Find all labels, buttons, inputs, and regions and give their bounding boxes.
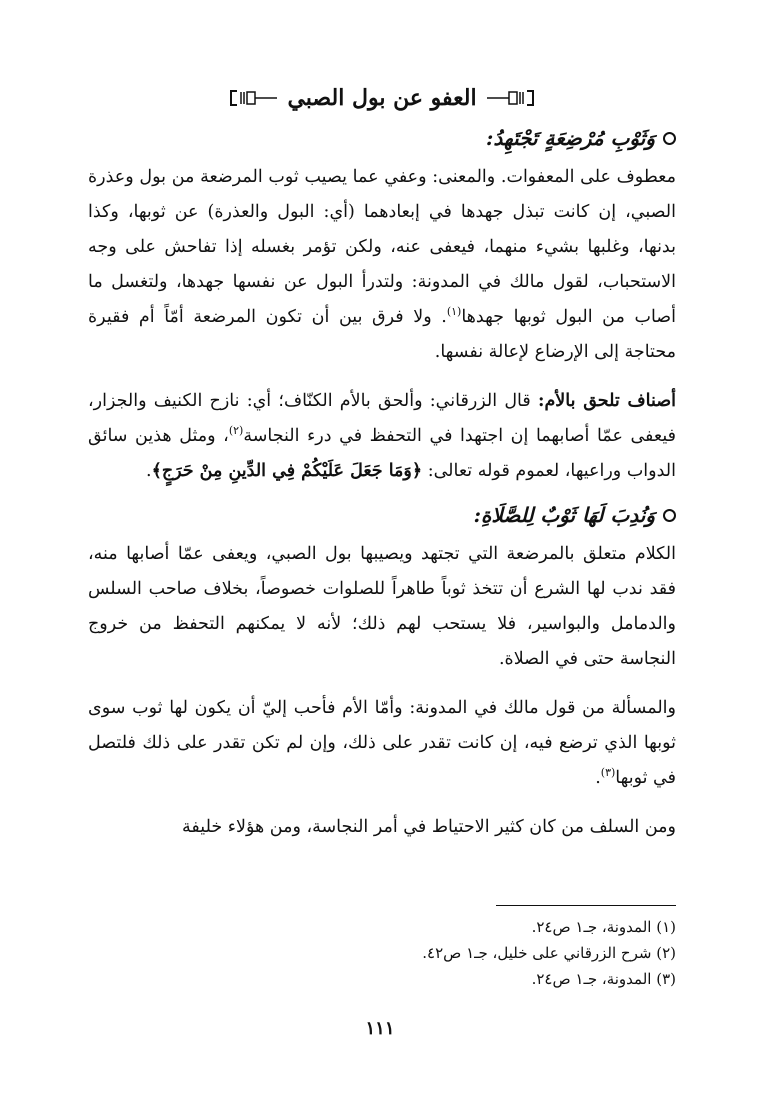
footnote-ref-2: (٢) [228, 424, 244, 438]
paragraph-1 [88, 160, 676, 370]
section-heading-2-text: وَنُدِبَ لَهَا ثَوْبٌ لِلصَّلَاةِ: [473, 503, 655, 527]
paragraph-2-lead: أصناف تلحق بالأم: [537, 391, 676, 411]
paragraph-1-tail: . ولا فرق بين أن تكون المرضعة أمّاً أم فقيرة محتاجة إلى الإرضاع لإعالة نفسها. [88, 307, 676, 362]
footnote-divider [496, 905, 676, 906]
paragraph-2-mid: ، ومثل هذين سائق الدواب وراعيها، لعموم قوله تعالى: [88, 426, 676, 481]
section-heading-2 [88, 503, 676, 527]
paragraph-5: ومن السلف من كان كثير الاحتياط في أمر النجاسة، ومن هؤلاء خليفة [182, 817, 676, 837]
paragraph-2 [88, 384, 676, 489]
footnote-item: (٣) المدونة، جـ١ ص٢٤. [531, 970, 676, 988]
section-heading-1 [88, 126, 676, 150]
paragraph-2-text: قال الزرقاني: وألحق بالأم الكنّاف؛ أي: نازح الكنيف والجزار، فيعفى عمّا أصابهما إن اجتهدا في التحفظ في درء النجاسة [88, 391, 676, 446]
footnote-item: (١) المدونة، جـ١ ص٢٤. [531, 918, 676, 936]
paragraph-3: الكلام متعلق بالمرضعة التي تجتهد ويصيبها بول الصبي، ويعفى عمّا أصابها منه، فقد ندب لها الشرع أن تتخذ ثوباً طاهراً للصلوات خصوصاً، بخلاف صاحب السلس والدمامل والبواسير، فلا يستحب لهم ذلك؛ لأنه لا يمكنهم التحفظ من خروج النجاسة حتى في الصلاة. [88, 544, 676, 669]
paragraph-4-text: والمسألة من قول مالك في المدونة: وأمّا الأم فأحب إليّ أن يكون لها ثوب سوى ثوبها الذي ترضع فيه، إن كانت تقدر على ذلك، وإن لم تكن تقدر على ذلك فلتصل في ثوبها [88, 698, 676, 788]
page-body [88, 78, 676, 859]
section-heading-1-text: وَثَوْبِ مُرْضِعَةٍ تَجْتَهِدُ: [485, 126, 655, 150]
ornament-right-icon [487, 89, 543, 107]
footnotes [88, 905, 676, 992]
footnote-ref-3: (٣) [600, 766, 616, 780]
chapter-header [88, 78, 676, 118]
circle-bullet-icon [663, 509, 676, 522]
footnote-item: (٢) شرح الزرقاني على خليل، جـ١ ص٤٢. [422, 944, 676, 962]
quran-verse: ﴿وَمَا جَعَلَ عَلَيْكُمْ فِي الدِّينِ مِنْ حَرَجٍ﴾ [151, 461, 423, 481]
footnote-ref-1: (١) [446, 305, 462, 319]
paragraph-4 [88, 691, 676, 796]
paragraph-1-text: معطوف على المعفوات. والمعنى: وعفي عما يصيب ثوب المرضعة من بول وعذرة الصبي، إن كانت تبذل جهدها في إبعادهما (أي: البول والعذرة) عن ثوبها، وكذا بدنها، وغلبها بشيء منهما، فيعفى عنه، ولكن تؤمر بغسله إذا تفاحش على وجه الاستحباب، لقول مالك في المدونة: ولتدرأ البول عن نفسها جهدها، ولتغسل ما أصاب من البول ثوبها جهدها [88, 167, 676, 327]
paragraph-2-end: . [145, 461, 152, 481]
chapter-title: العفو عن بول الصبي [287, 85, 477, 111]
paragraph-4-end: . [595, 768, 601, 788]
page-number: ١١١ [365, 1018, 395, 1039]
ornament-left-icon [221, 89, 277, 107]
circle-bullet-icon [663, 132, 676, 145]
